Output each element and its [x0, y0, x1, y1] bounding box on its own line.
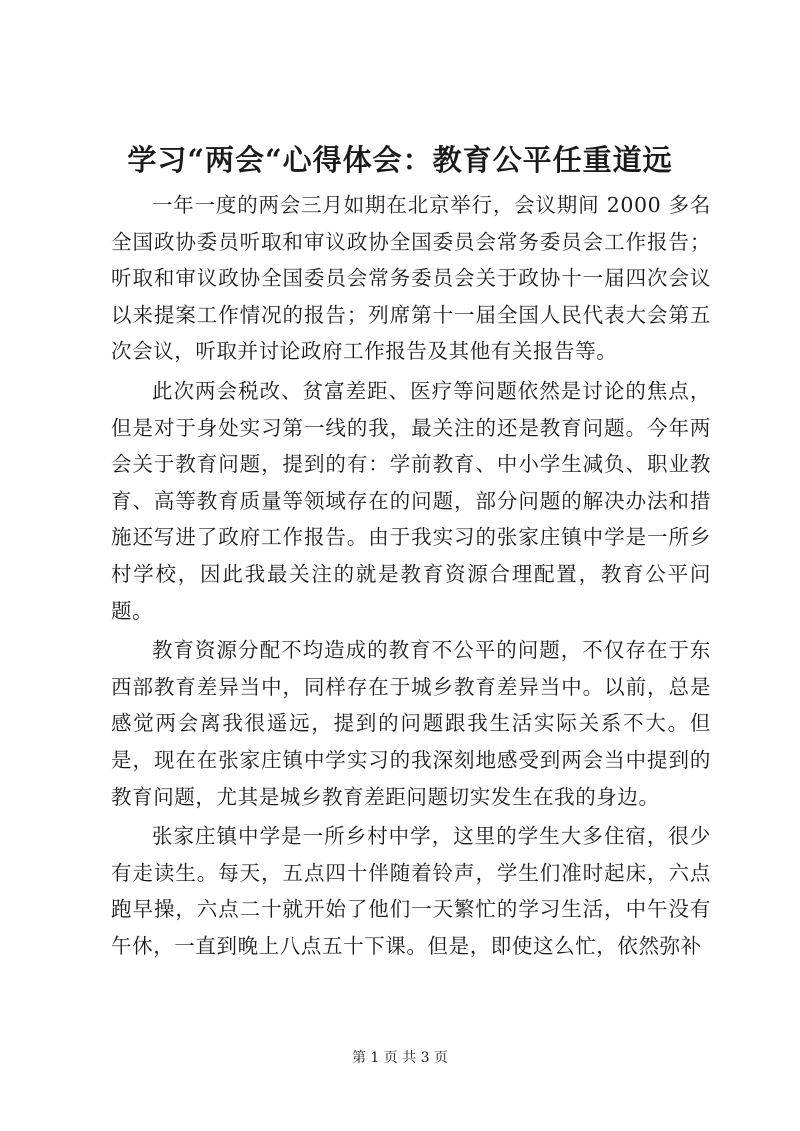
- paragraph-2: 此次两会税改、贫富差距、医疗等问题依然是讨论的焦点，但是对于身处实习第一线的我，最关注的还是教育问题。今年两会关于教育问题，提到的有：学前教育、中小学生减负、职业教育、高等教育质量等领域存在的问题，部分问题的解决办法和措施还写进了政府工作报告。由于我实习的张家庄镇中学是一所乡村学校，因此我最关注的就是教育资源合理配置，教育公平问题。: [111, 378, 711, 623]
- paragraph-3: 教育资源分配不均造成的教育不公平的问题，不仅存在于东西部教育差异当中，同样存在于城乡教育差异当中。以前，总是感觉两会离我很遥远，提到的问题跟我生活实际关系不大。但是，现在在张家庄镇中学实习的我深刻地感受到两会当中提到的教育问题，尤其是城乡教育差距问题切实发生在我的身边。: [111, 638, 711, 809]
- document-body: [111, 187, 711, 967]
- paragraph-4: 张家庄镇中学是一所乡村中学，这里的学生大多住宿，很少有走读生。每天，五点四十伴随着铃声，学生们准时起床，六点跑早操，六点二十就开始了他们一天繁忙的学习生活，中午没有午休，一直到晚上八点五十下课。但是，即使这么忙，依然弥补: [111, 824, 711, 958]
- paragraph-1: 一年一度的两会三月如期在北京举行，会议期间 2000 多名全国政协委员听取和审议政协全国委员会常务委员会工作报告；听取和审议政协全国委员会常务委员会关于政协十一届四次会议以来提案工作情况的报告；列席第十一届全国人民代表大会第五次会议，听取并讨论政府工作报告及其他有关报告等。: [111, 193, 711, 364]
- document-title: 学习“两会“心得体会：教育公平任重道远: [127, 143, 673, 177]
- page-footer: 第 1 页 共 3 页: [351, 1050, 449, 1066]
